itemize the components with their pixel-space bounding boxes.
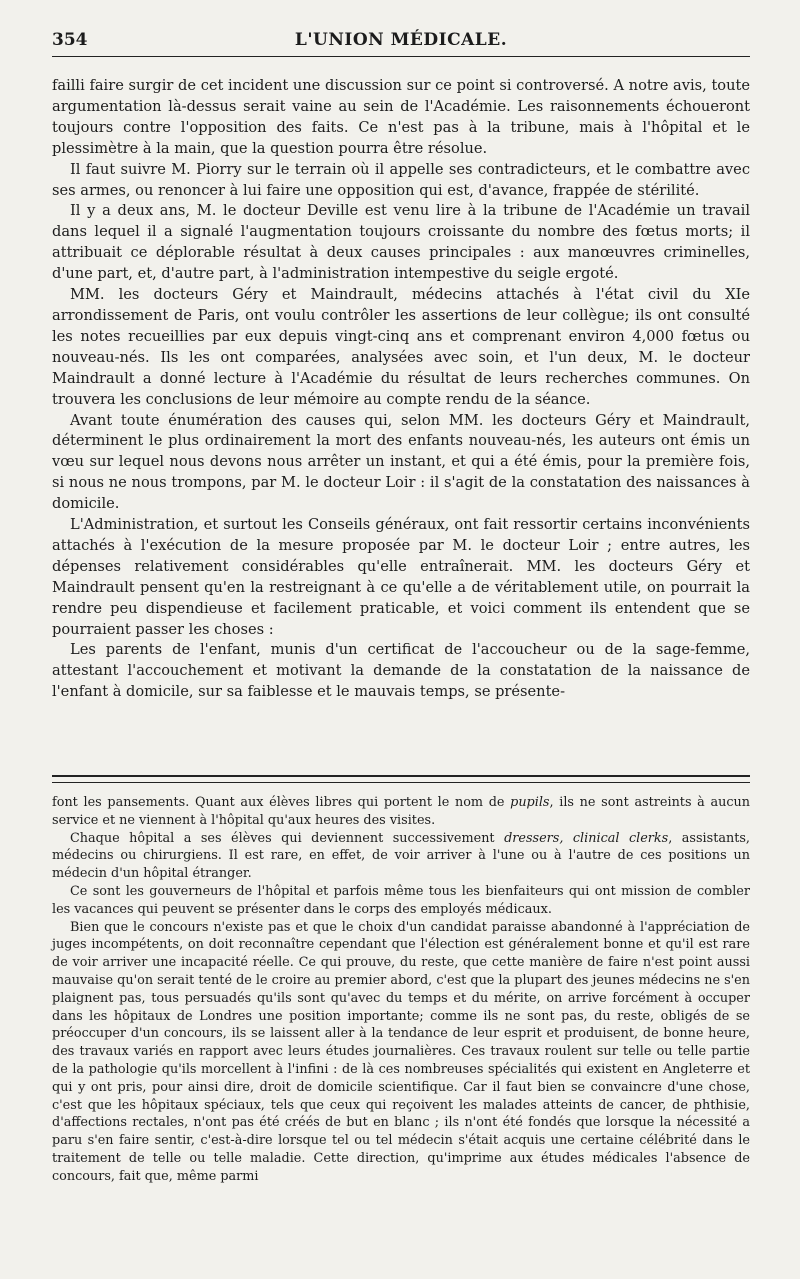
header-rule [52,56,750,57]
note-italic-term: pupils [510,795,550,810]
paragraph-1: failli faire surgir de cet incident une discussion sur ce point si controversé. A notre avis, toute argumentation là-dessus serait vaine au sein de l'Académie. Les raisonnements échoueront toujours contre l'opposition des faits. Ce n'est pas à la tribune, mais à l'hôpital et le plessimètre à la main, que la question pourra être résolue. [52,77,750,157]
main-text [52,76,750,703]
note-italic-term: dressers, clinical clerks [504,830,669,846]
section-divider [52,775,750,783]
paragraph-7: Les parents de l'enfant, munis d'un certificat de l'accoucheur ou de la sage-femme, attestant l'accouchement et motivant la demande de la constatation de la naissance de l'enfant à domicile, sur sa faiblesse et le mauvais temps, se présente- [52,641,750,701]
note-paragraph-1 [52,794,750,830]
paragraph-6: L'Administration, et surtout les Conseils généraux, ont fait ressortir certains inconvénients attachés à l'exécution de la mesure proposée par M. le docteur Loir ; entre autres, les dépenses relativement considérables qu'elle entraînerait. MM. les docteurs Géry et Maindrault pensent qu'en la restreignant à ce qu'elle a de véritablement utile, on pourrait la rendre peu dispendieuse et facilement praticable, et voici comment ils entendent que se pourraient passer les choses : [52,516,750,638]
paragraph-4: MM. les docteurs Géry et Maindrault, médecins attachés à l'état civil du XIe arrondissement de Paris, ont voulu contrôler les assertions de leur collègue; ils ont consulté les notes recueillies par eux depuis vingt-cinq ans et comprenant environ 4,000 fœtus ou nouveau-nés. Ils les ont comparées, analysées avec soin, et l'un deux, M. le docteur Maindrault a donné lecture à l'Académie du résultat de leurs recherches communes. On trouvera les conclusions de leur mémoire au compte rendu de la séance. [52,286,750,408]
paragraph-2: Il faut suivre M. Piorry sur le terrain où il appelle ses contradicteurs, et le combattre avec ses armes, ou renoncer à lui faire une opposition qui est, d'avance, frappée de stérilité. [52,160,750,199]
note-text: Chaque hôpital a ses élèves qui deviennent successivement [70,830,505,846]
journal-title: L'UNION MÉDICALE. [294,30,508,50]
note-text: font les pansements. Quant aux élèves libres qui portent le nom de [52,795,511,810]
paragraph-5: Avant toute énumération des causes qui, selon MM. les docteurs Géry et Maindrault, déterminent le plus ordinairement la mort des enfants nouveau-nés, les auteurs ont émis un vœu sur lequel nous devons nous arrêter un instant, et qui a été émis, pour la première fois, si nous ne nous trompons, par M. le docteur Loir : il s'agit de la constatation des naissances à domicile. [52,411,750,513]
note-paragraph-4: Bien que le concours n'existe pas et que le choix d'un candidat paraisse abandonné à l'appréciation de juges incompétents, on doit reconnaître cependant que l'élection est généralement bonne et qu'il est rare de voir arriver une incapacité réelle. Ce qui prouve, du reste, que cette manière de faire n'est point aussi mauvaise qu'on serait tenté de le croire au premier abord, c'est que la plupart des jeunes médecins ne s'en plaignent pas, tous persuadés qu'ils sont qu'avec du temps et du mérite, on arrive forcément à occuper dans les hôpitaux de Londres une position importante; comme ils ne sont pas, du reste, obligés de se préoccuper d'un concours, ils se laissent aller à la tendance de leur esprit et produisent, de bonne heure, des travaux variés en rapport avec leurs études journalières. Ces travaux roulent sur telle ou telle partie de la pathologie qu'ils morcellent à l'infini : de là ces nombreuses spécialités qui existent en Angleterre et qui y ont pris, pour ainsi dire, droit de domicile scientifique. Car il faut bien se convaincre d'une chose, c'est que les hôpitaux spéciaux, tels que ceux qui reçoivent les malades atteints de cancer, de phthisie, d'affections rectales, n'ont pas été créés de but en blanc ; ils n'ont été fondés que lorsque la nécessité a paru s'en faire sentir, c'est-à-dire lorsque tel ou tel médecin s'était acquis une certaine célébrité dans le traitement de telle ou telle maladie. Cette direction, qu'imprime aux études médicales l'absence de concours, fait que, même parmi [52,919,750,1184]
note-text: , assistants, médecins ou chirurgiens. Il est rare, en effet, de voir arriver à l'une ou à l'autre de ces positions un médecin d'un hôpital étranger. [52,830,751,882]
note-paragraph-3: Ce sont les gouverneurs de l'hôpital et parfois même tous les bienfaiteurs qui ont mission de combler les vacances qui peuvent se présenter dans le corps des employés médicaux. [52,883,750,917]
feuilleton-text [52,794,750,1186]
running-header [52,30,750,60]
page-number: 354 [52,30,88,50]
note-text: , ils ne sont astreints à aucun service et ne viennent à l'hôpital qu'aux heures des visites. [52,795,750,828]
note-paragraph-2 [52,830,750,883]
paragraph-3: Il y a deux ans, M. le docteur Deville est venu lire à la tribune de l'Académie un travail dans lequel il a signalé l'augmentation toujours croissante du nombre des fœtus morts; il attribuait ce déplorable résultat à deux causes principales : aux manœuvres criminelles, d'une part, et, d'autre part, à l'administration intempestive du seigle ergoté. [52,202,750,283]
